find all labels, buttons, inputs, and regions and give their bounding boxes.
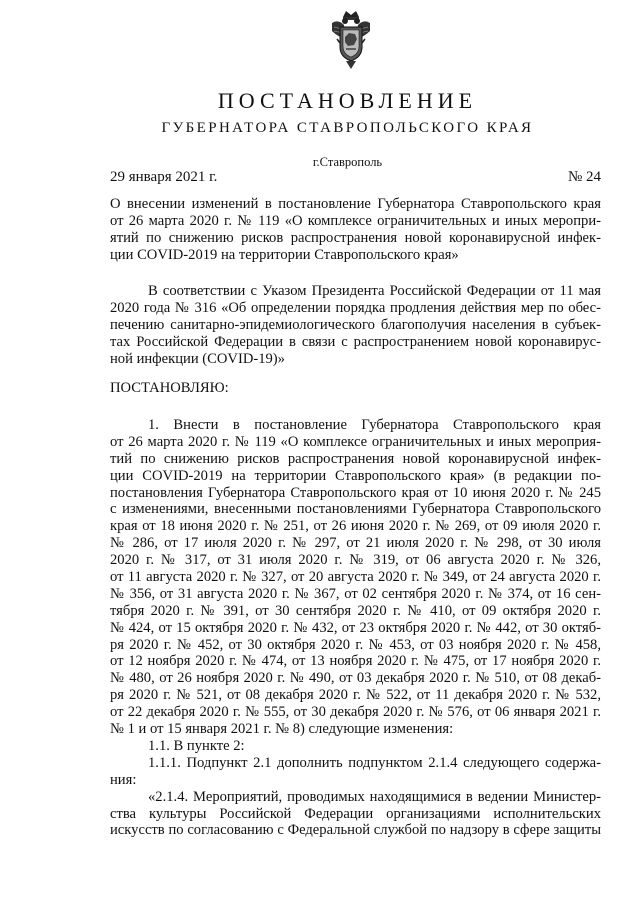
- document-subtitle: ГУБЕРНАТОРА СТАВРОПОЛЬСКОГО КРАЯ: [161, 120, 534, 136]
- body-line: от 22 декабря 2020 г. № 555, от 30 декабря 2020 г. № 576, от 06 января 2021 г.: [110, 704, 601, 721]
- body-line: № 480, от 26 ноября 2020 г. № 490, от 03 декабря 2020 г. № 510, от 08 декаб-: [110, 670, 601, 687]
- body-block: [110, 417, 601, 839]
- body-line: от 26 марта 2020 г. № 119 «О комплексе ограничительных и иных мероприя-: [110, 433, 601, 450]
- body-line: 1.1.1. Подпункт 2.1 дополнить подпунктом 2.1.4 следующего содержа-: [148, 754, 601, 771]
- preamble-block: [110, 283, 601, 367]
- body-line: 1.1. В пункте 2:: [148, 737, 245, 754]
- subject-block: [110, 196, 601, 264]
- body-line: от 12 ноября 2020 г. № 474, от 13 ноября 2020 г. № 475, от 17 ноября 2020 г.: [110, 653, 601, 670]
- body-line: ря 2020 г. № 521, от 08 декабря 2020 г. № 522, от 11 декабря 2020 г. № 532,: [110, 687, 601, 704]
- body-line: 2020 г. № 317, от 31 июля 2020 г. № 319, от 06 августа 2020 г. № 326,: [110, 552, 601, 569]
- body-line: искусств по согласованию с Федеральной службой по надзору в сфере защиты: [110, 822, 601, 839]
- preamble-line: В соответствии с Указом Президента Российской Федерации от 11 мая: [148, 283, 601, 299]
- city-label: г.Ставрополь: [312, 155, 383, 169]
- body-line: ря 2020 г. № 452, от 30 октября 2020 г. № 453, от 03 ноября 2020 г. № 458,: [110, 636, 601, 653]
- body-line: ции COVID-2019 на территории Ставропольского края» (в редакции по-: [110, 467, 601, 484]
- subject-line: ции COVID-2019 на территории Ставропольского края»: [110, 246, 459, 263]
- document-title: ПОСТАНОВЛЕНИЕ: [217, 88, 478, 113]
- body-line: тября 2020 г. № 391, от 30 сентября 2020 г. № 410, от 09 октября 2020 г.: [110, 602, 601, 619]
- body-line: «2.1.4. Мероприятий, проводимых находящимися в ведении Министер-: [148, 788, 601, 805]
- body-line: № 424, от 15 октября 2020 г. № 432, от 23 октября 2020 г. № 442, от 30 октяб-: [110, 619, 601, 636]
- body-line: № 1 и от 15 января 2021 г. № 8) следующие изменения:: [110, 721, 454, 738]
- preamble-line: тах Российской Федерации в связи с распространением новой коронавирус-: [110, 333, 601, 350]
- body-line: тий по снижению рисков распространения новой коронавирусной инфек-: [110, 450, 601, 467]
- subject-line: ятий по снижению рисков распространения новой коронавирусной инфек-: [110, 229, 601, 246]
- body-line: от 11 августа 2020 г. № 327, от 20 августа 2020 г. № 349, от 24 августа 2020 г.: [110, 569, 601, 586]
- preamble-line: 2020 года № 316 «Об определении порядка продления действия мер по обес-: [110, 299, 601, 316]
- document-date: 29 января 2021 г.: [110, 169, 218, 185]
- body-line: № 356, от 31 августа 2020 г. № 367, от 02 сентября 2020 г. № 374, от 16 сен-: [110, 585, 601, 602]
- body-line: № 286, от 17 июля 2020 г. № 297, от 21 июля 2020 г. № 298, от 30 июля: [110, 535, 601, 552]
- body-line: края от 18 июня 2020 г. № 251, от 26 июня 2020 г. № 269, от 09 июля 2020 г.: [110, 518, 601, 535]
- preamble-line: ной инфекции (COVID-19)»: [110, 350, 285, 367]
- body-line: 1. Внести в постановление Губернатора Ставропольского края: [148, 417, 601, 433]
- coat-of-arms-emblem: [328, 9, 374, 71]
- subject-line: О внесении изменений в постановление Губернатора Ставропольского края: [110, 196, 601, 212]
- resolve-heading: ПОСТАНОВЛЯЮ:: [110, 380, 229, 396]
- body-line: постановления Губернатора Ставропольского края от 10 июня 2020 г. № 245: [110, 484, 601, 501]
- body-line: с изменениями, внесенными постановлениями Губернатора Ставропольского: [110, 501, 601, 518]
- preamble-line: печению санитарно-эпидемиологического благополучия населения в субъек-: [110, 316, 601, 333]
- subject-line: от 26 марта 2020 г. № 119 «О комплексе ограничительных и иных меропри-: [110, 212, 601, 229]
- body-line: ния:: [110, 771, 137, 788]
- body-line: ства культуры Российской Федерации организациями исполнительских: [110, 805, 601, 822]
- document-number: № 24: [567, 169, 601, 185]
